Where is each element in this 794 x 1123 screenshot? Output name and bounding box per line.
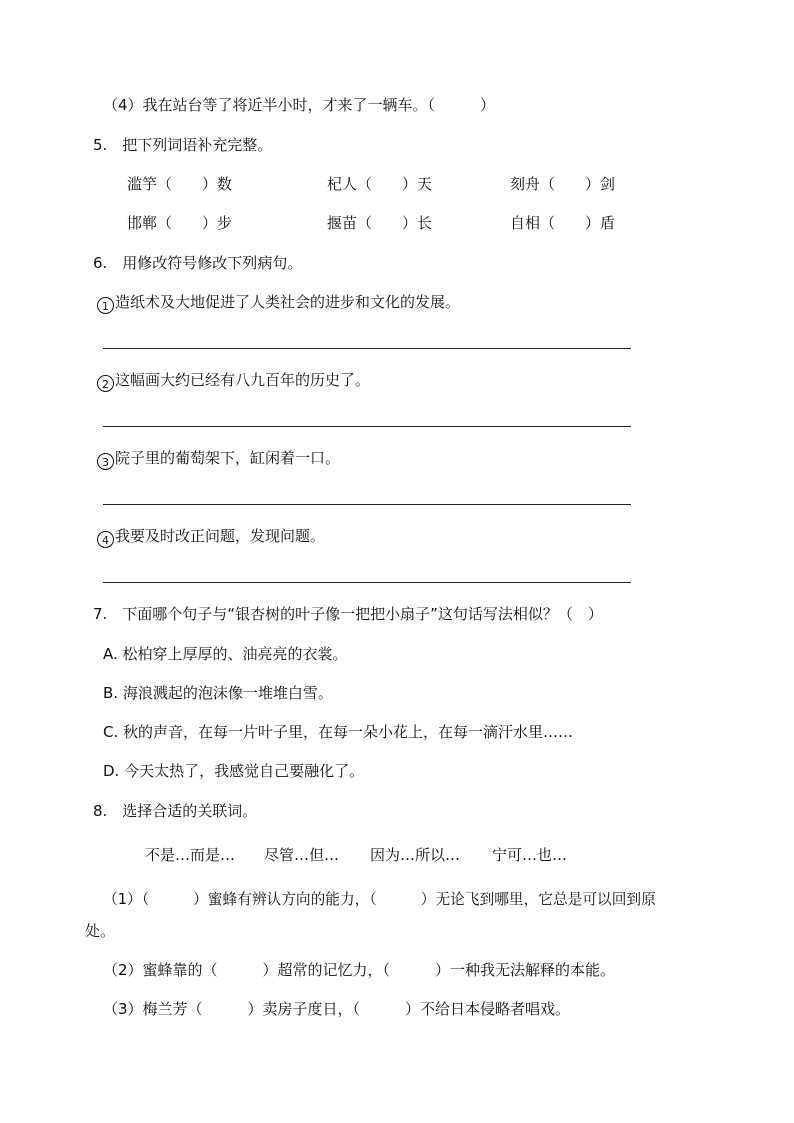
q6-sentence-4-text: 我要及时改正问题，发现问题。 xyxy=(115,527,326,545)
q7-option-c: C. 秋的声音，在每一片叶子里，在每一朵小花上，在每一滴汗水里…… xyxy=(103,723,574,741)
circled-number-4: 4 xyxy=(97,531,114,548)
q5-word-4: 邯郸（ ）步 xyxy=(127,214,233,232)
q8-word-3: 因为…所以… xyxy=(370,846,461,864)
q6-sentence-1-text: 造纸术及大地促进了人类社会的进步和文化的发展。 xyxy=(115,293,461,311)
q6-answer-line-2 xyxy=(103,426,631,427)
q8-item3: （3）梅兰芳（ ）卖房子度日，（ ）不给日本侵略者唱戏。 xyxy=(103,1000,571,1018)
q5-word-6: 自相（ ）盾 xyxy=(510,214,616,232)
q8-item1-line2: 处。 xyxy=(85,922,116,940)
q7-option-d: D. 今天太热了，我感觉自己要融化了。 xyxy=(103,762,365,780)
q5-title: 5. 把下列词语补充完整。 xyxy=(93,136,273,154)
q8-item1-line1: （1）（ ）蜜蜂有辨认方向的能力，（ ）无论飞到哪里，它总是可以回到原 xyxy=(103,891,656,908)
q6-sentence-3-text: 院子里的葡萄架下，缸闲着一口。 xyxy=(115,449,341,467)
circled-number-1: 1 xyxy=(97,297,114,314)
q7-title: 7. 下面哪个句子与“银杏树的叶子像一把把小扇子”这句话写法相似？（ ） xyxy=(93,605,603,623)
q6-answer-line-3 xyxy=(103,504,631,505)
q5-word-5: 揠苗（ ）长 xyxy=(327,214,433,232)
q7-option-a: A. 松柏穿上厚厚的、油亮亮的衣裳。 xyxy=(103,645,348,663)
q8-word-1: 不是…而是… xyxy=(145,846,236,864)
q4-item4: （4）我在站台等了将近半小时，才来了一辆车。（ ） xyxy=(103,96,496,114)
q6-sentence-2 xyxy=(97,370,370,392)
q6-sentence-4 xyxy=(97,526,325,548)
q6-sentence-3 xyxy=(97,448,340,470)
q6-title: 6. 用修改符号修改下列病句。 xyxy=(93,254,303,272)
q6-sentence-2-text: 这幅画大约已经有八九百年的历史了。 xyxy=(115,371,371,389)
q6-sentence-1 xyxy=(97,292,460,314)
q6-answer-line-1 xyxy=(103,348,631,349)
q8-word-2: 尽管…但… xyxy=(264,846,340,864)
q8-title: 8. 选择合适的关联词。 xyxy=(93,802,258,820)
q7-option-b: B. 海浪溅起的泡沫像一堆堆白雪。 xyxy=(103,684,333,702)
q5-word-1: 滥竽（ ）数 xyxy=(127,175,233,193)
circled-number-3: 3 xyxy=(97,453,114,470)
q8-word-4: 宁可…也… xyxy=(492,846,568,864)
q5-word-2: 杞人（ ）天 xyxy=(327,175,433,193)
circled-number-2: 2 xyxy=(97,375,114,392)
q8-item2: （2）蜜蜂靠的（ ）超常的记忆力，（ ）一种我无法解释的本能。 xyxy=(103,961,616,979)
q5-word-3: 刻舟（ ）剑 xyxy=(510,175,616,193)
q6-answer-line-4 xyxy=(103,582,631,583)
